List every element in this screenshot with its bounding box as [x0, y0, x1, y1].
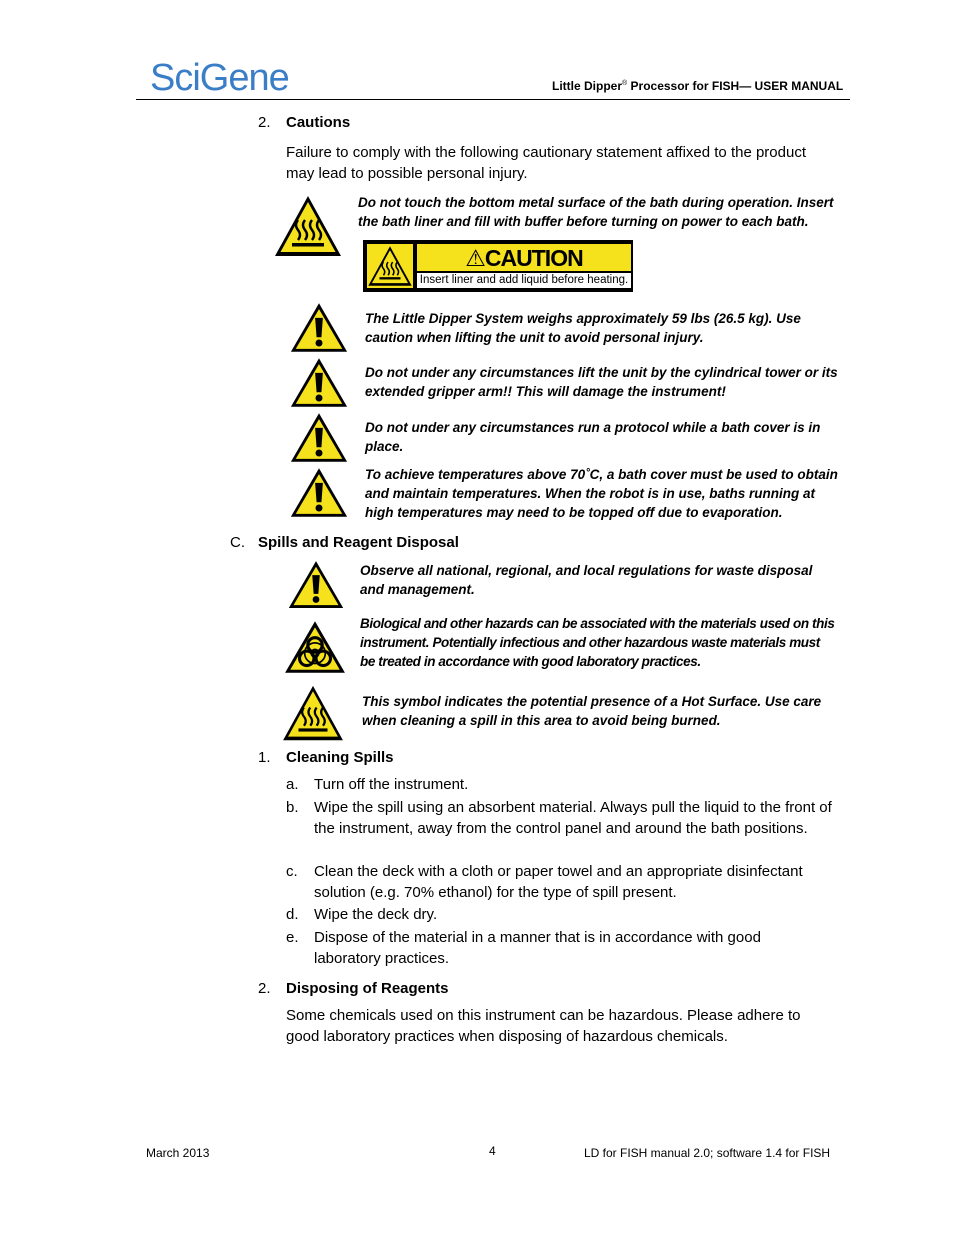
caution-label-text: Insert liner and add liquid before heating.: [417, 273, 631, 288]
step-letter: b.: [286, 799, 299, 816]
caution-triangle-icon: ⚠: [465, 245, 485, 271]
scigene-logo: SciGene: [150, 57, 289, 99]
caution-label-title: ⚠CAUTION: [417, 244, 631, 271]
page-number: 4: [489, 1144, 496, 1158]
step-text: Wipe the deck dry.: [314, 906, 438, 923]
cautions-number: 2.: [258, 114, 271, 131]
step-letter: a.: [286, 776, 299, 793]
hot-surface-warning: Do not touch the bottom metal surface of the bath during operation. Insert the bath liner and fill with buffer before turning on power to each bath.: [358, 195, 834, 229]
warning-weight: The Little Dipper System weighs approximately 59 lbs (26.5 kg). Use caution when lifting the unit to avoid personal injury.: [365, 311, 801, 345]
warning-icon: [288, 465, 350, 520]
cleaning-heading: Cleaning Spills: [286, 749, 394, 766]
step-text: Clean the deck with a cloth or paper towel and an appropriate disinfectant solution (e.g. 70% ethanol) for the type of spill present.: [314, 863, 803, 901]
warning-temperature: To achieve temperatures above 70˚C, a bath cover must be used to obtain and maintain temperatures. When the robot is in use, baths running at high temperatures may need to be topped off due to evaporation.: [365, 467, 838, 520]
header-rule: [136, 99, 850, 100]
spills-letter: C.: [230, 534, 245, 551]
spills-biohazard-warning: Biological and other hazards can be associated with the materials used on this instrument. Potentially infectious and other hazardous waste materials must be treated in accordance with good laboratory practices.: [360, 616, 835, 669]
hot-surface-icon: [279, 684, 347, 742]
footer-version: LD for FISH manual 2.0; software 1.4 for FISH: [584, 1146, 831, 1160]
warning-lift: Do not under any circumstances lift the unit by the cylindrical tower or its extended gripper arm!! This will damage the instrument!: [365, 365, 838, 399]
hot-surface-icon: [270, 194, 346, 258]
step-letter: c.: [286, 863, 298, 880]
biohazard-icon: [282, 618, 348, 676]
cleaning-number: 1.: [258, 749, 271, 766]
step-text: Turn off the instrument.: [314, 776, 469, 793]
warning-icon: [288, 410, 350, 465]
disposing-number: 2.: [258, 980, 271, 997]
footer-date: March 2013: [146, 1146, 210, 1160]
warning-icon: [288, 300, 350, 355]
warning-icon: [288, 355, 350, 410]
caution-label: [363, 240, 633, 292]
spills-hot-surface-warning: This symbol indicates the potential presence of a Hot Surface. Use care when cleaning a spill in this area to avoid being burned.: [362, 694, 822, 728]
step-text: Wipe the spill using an absorbent material. Always pull the liquid to the front of the instrument, away from the control panel and around the bath positions.: [314, 799, 832, 837]
step-text: Dispose of the material in a manner that is in accordance with good laboratory practices.: [314, 929, 761, 967]
spills-regulations-warning: Observe all national, regional, and local regulations for waste disposal and management.: [360, 563, 813, 597]
cautions-heading: Cautions: [286, 114, 351, 131]
cautions-intro: Failure to comply with the following cautionary statement affixed to the product may lead to possible personal injury.: [286, 144, 806, 182]
header-title: Little Dipper® Processor for FISH— USER MANUAL: [552, 79, 844, 93]
warning-icon: [286, 558, 346, 611]
warning-bath-cover: Do not under any circumstances run a protocol while a bath cover is in place.: [365, 420, 821, 454]
disposing-heading: Disposing of Reagents: [286, 980, 449, 997]
spills-heading: Spills and Reagent Disposal: [258, 534, 459, 551]
disposing-text: Some chemicals used on this instrument can be hazardous. Please adhere to good laboratory practices when disposing of hazardous chemicals.: [286, 1007, 801, 1045]
step-letter: e.: [286, 929, 299, 946]
caution-label-hot-icon: [367, 244, 413, 288]
step-letter: d.: [286, 906, 299, 923]
